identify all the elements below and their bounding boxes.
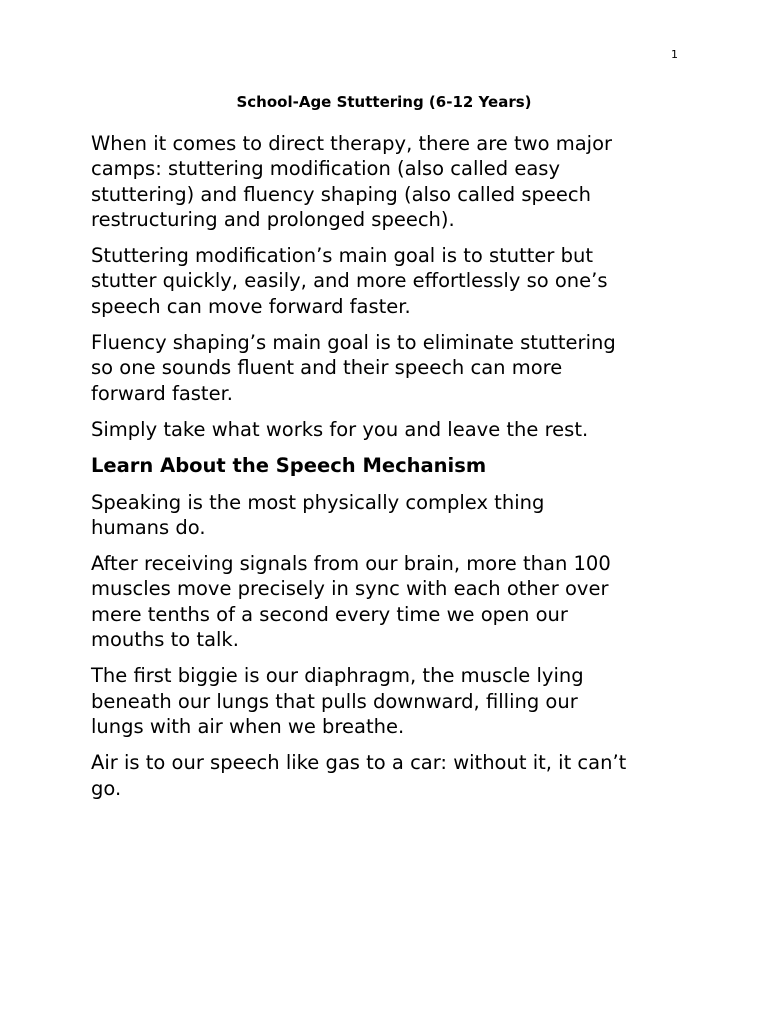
body-paragraph bbox=[91, 417, 691, 442]
text-line: restructuring and prolonged speech). bbox=[91, 207, 455, 231]
text-line: muscles move precisely in sync with each other over bbox=[91, 577, 609, 601]
text-line: camps: stuttering modification (also called easy bbox=[91, 157, 561, 181]
text-line: stuttering) and fluency shaping (also called speech bbox=[91, 182, 591, 206]
document-title: School-Age Stuttering (6-12 Years) bbox=[236, 93, 532, 111]
text-line: stutter quickly, easily, and more effortlessly so one’s bbox=[91, 269, 608, 293]
text-line: Speaking is the most physically complex thing bbox=[91, 490, 545, 514]
text-line: When it comes to direct therapy, there are two major bbox=[91, 132, 613, 155]
text-line: Fluency shaping’s main goal is to eliminate stuttering bbox=[91, 331, 616, 355]
page-number: 1 bbox=[671, 48, 678, 61]
text-line: mere tenths of a second every time we open our bbox=[91, 602, 568, 626]
text-line: so one sounds fluent and their speech can more bbox=[91, 356, 563, 380]
body-paragraph bbox=[91, 663, 691, 739]
text-line: After receiving signals from our brain, more than 100 bbox=[91, 552, 611, 576]
text-line: humans do. bbox=[91, 515, 206, 539]
text-line: Learn About the Speech Mechanism bbox=[91, 454, 487, 478]
body-paragraph bbox=[91, 551, 691, 652]
text-line: beneath our lungs that pulls downward, filling our bbox=[91, 689, 578, 713]
body-paragraph bbox=[91, 490, 691, 541]
body-paragraph bbox=[91, 131, 691, 232]
text-line: go. bbox=[91, 776, 122, 800]
text-line: Simply take what works for you and leave the rest. bbox=[91, 417, 589, 441]
body-paragraph bbox=[91, 330, 691, 406]
text-line: forward faster. bbox=[91, 381, 234, 405]
document-body bbox=[91, 131, 691, 812]
section-heading bbox=[91, 453, 691, 478]
body-paragraph bbox=[91, 750, 691, 801]
body-paragraph bbox=[91, 243, 691, 319]
text-line: mouths to talk. bbox=[91, 628, 239, 652]
text-line: lungs with air when we breathe. bbox=[91, 714, 405, 738]
text-line: speech can move forward faster. bbox=[91, 294, 411, 318]
text-line: The first biggie is our diaphragm, the muscle lying bbox=[91, 664, 584, 688]
text-line: Air is to our speech like gas to a car: without it, it can’t bbox=[91, 751, 627, 775]
text-line: Stuttering modification’s main goal is to stutter but bbox=[91, 244, 594, 268]
